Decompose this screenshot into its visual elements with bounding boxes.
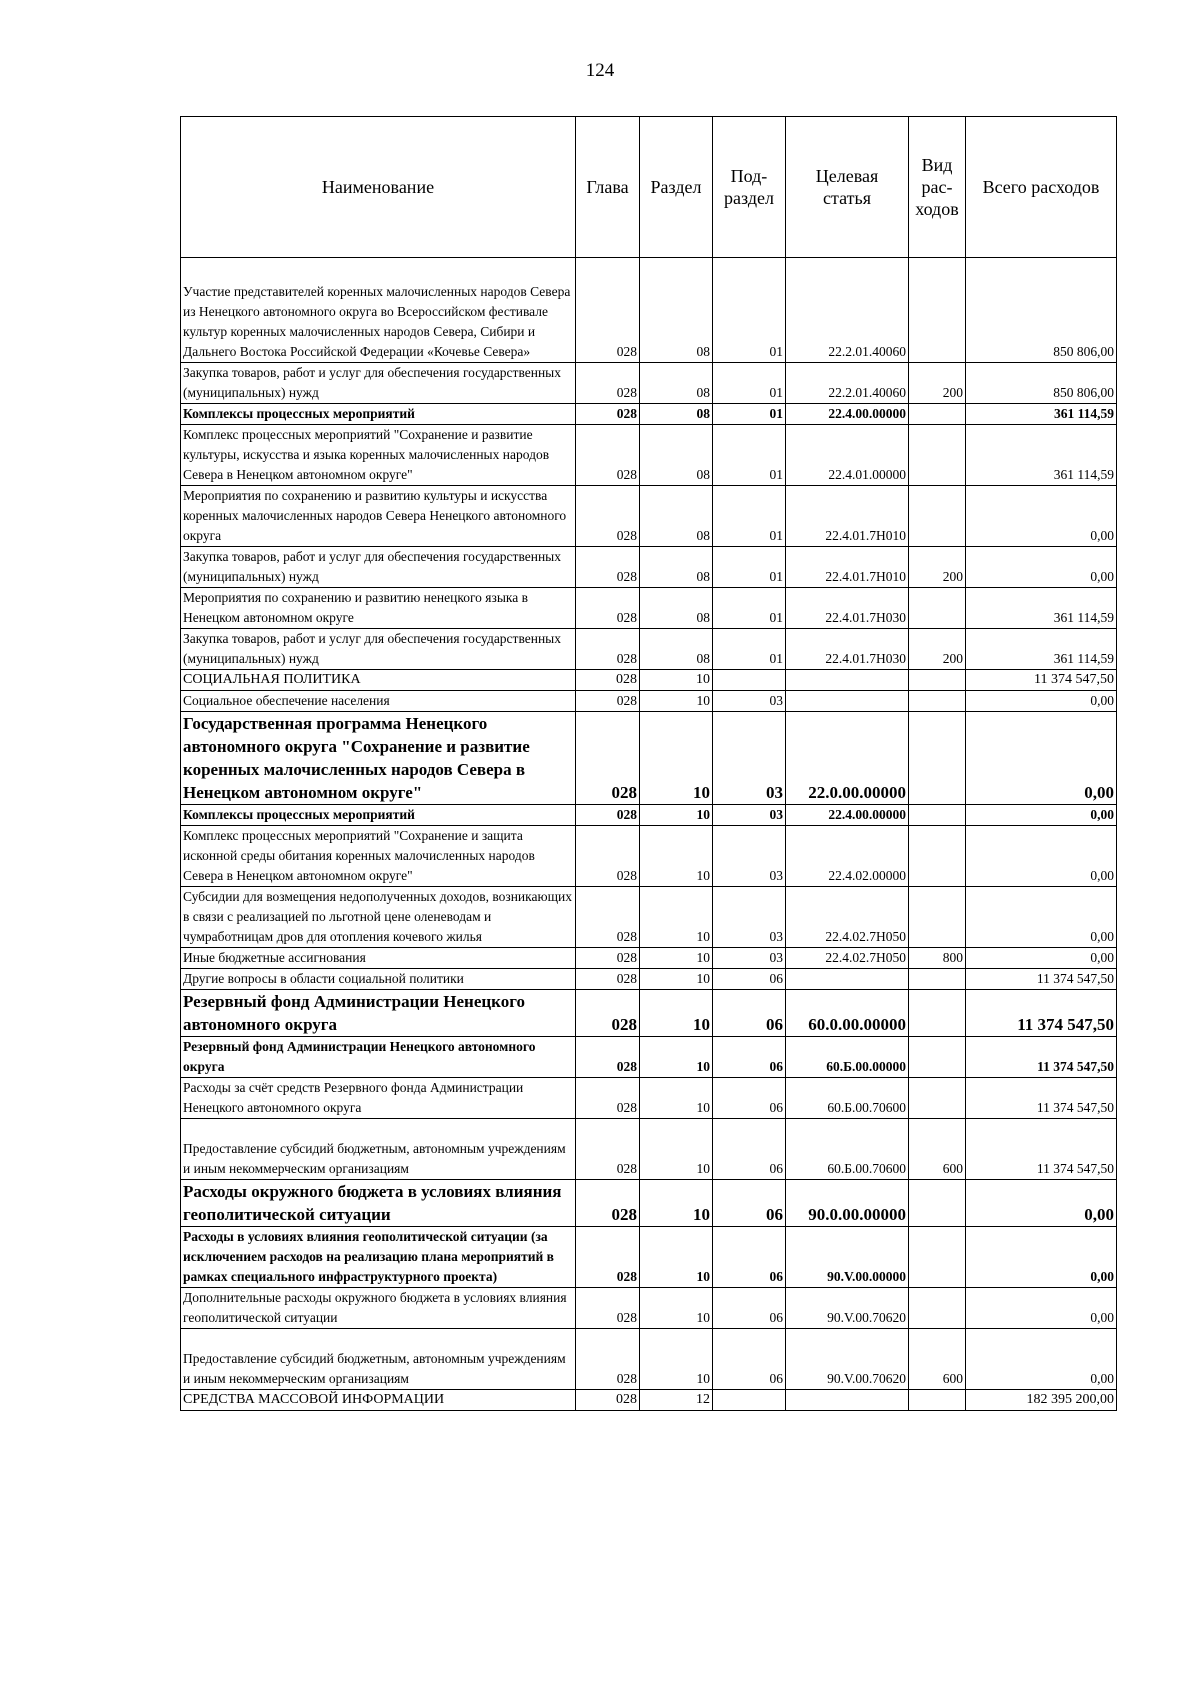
cell-razdel: 10 bbox=[640, 1180, 713, 1227]
cell-celevaya: 22.4.02.7Н050 bbox=[786, 887, 909, 948]
cell-vid: 600 bbox=[909, 1119, 966, 1180]
cell-razdel: 10 bbox=[640, 712, 713, 805]
cell-glava: 028 bbox=[576, 1180, 640, 1227]
cell-glava: 028 bbox=[576, 1329, 640, 1390]
table-row bbox=[181, 1329, 1117, 1390]
cell-total: 361 114,59 bbox=[966, 404, 1117, 425]
cell-vid bbox=[909, 887, 966, 948]
cell-podrazdel: 03 bbox=[713, 691, 786, 712]
cell-celevaya: 22.4.00.00000 bbox=[786, 805, 909, 826]
cell-razdel: 10 bbox=[640, 691, 713, 712]
cell-celevaya: 22.4.01.7Н010 bbox=[786, 547, 909, 588]
table-row bbox=[181, 826, 1117, 887]
cell-total: 11 374 547,50 bbox=[966, 969, 1117, 990]
header-glava: Глава bbox=[576, 117, 640, 258]
cell-glava: 028 bbox=[576, 712, 640, 805]
cell-glava: 028 bbox=[576, 670, 640, 691]
cell-vid bbox=[909, 826, 966, 887]
cell-total: 0,00 bbox=[966, 486, 1117, 547]
cell-podrazdel: 03 bbox=[713, 948, 786, 969]
cell-vid bbox=[909, 712, 966, 805]
cell-celevaya: 22.4.02.00000 bbox=[786, 826, 909, 887]
cell-name: Резервный фонд Администрации Ненецкого автономного округа bbox=[181, 1037, 576, 1078]
cell-podrazdel: 06 bbox=[713, 1119, 786, 1180]
cell-glava: 028 bbox=[576, 1078, 640, 1119]
cell-razdel: 10 bbox=[640, 1288, 713, 1329]
cell-podrazdel: 06 bbox=[713, 1180, 786, 1227]
cell-razdel: 08 bbox=[640, 404, 713, 425]
cell-razdel: 10 bbox=[640, 1329, 713, 1390]
cell-razdel: 10 bbox=[640, 887, 713, 948]
cell-total: 0,00 bbox=[966, 826, 1117, 887]
cell-glava: 028 bbox=[576, 691, 640, 712]
cell-celevaya: 60.0.00.00000 bbox=[786, 990, 909, 1037]
table-row bbox=[181, 670, 1117, 691]
cell-vid bbox=[909, 1037, 966, 1078]
cell-podrazdel: 01 bbox=[713, 363, 786, 404]
cell-glava: 028 bbox=[576, 425, 640, 486]
cell-celevaya: 22.2.01.40060 bbox=[786, 258, 909, 363]
cell-name: Мероприятия по сохранению и развитию ненецкого языка в Ненецком автономном округе bbox=[181, 588, 576, 629]
cell-name: СРЕДСТВА МАССОВОЙ ИНФОРМАЦИИ bbox=[181, 1390, 576, 1411]
cell-glava: 028 bbox=[576, 969, 640, 990]
cell-vid bbox=[909, 969, 966, 990]
table-row bbox=[181, 1390, 1117, 1411]
cell-podrazdel: 03 bbox=[713, 805, 786, 826]
cell-glava: 028 bbox=[576, 486, 640, 547]
cell-total: 0,00 bbox=[966, 1180, 1117, 1227]
cell-glava: 028 bbox=[576, 1390, 640, 1411]
cell-vid bbox=[909, 1180, 966, 1227]
cell-glava: 028 bbox=[576, 547, 640, 588]
cell-razdel: 10 bbox=[640, 990, 713, 1037]
cell-vid bbox=[909, 1078, 966, 1119]
cell-glava: 028 bbox=[576, 805, 640, 826]
cell-podrazdel: 06 bbox=[713, 990, 786, 1037]
table-row bbox=[181, 629, 1117, 670]
cell-podrazdel: 06 bbox=[713, 1329, 786, 1390]
cell-total: 361 114,59 bbox=[966, 629, 1117, 670]
cell-celevaya bbox=[786, 1390, 909, 1411]
cell-podrazdel: 06 bbox=[713, 1227, 786, 1288]
table-header-row bbox=[181, 117, 1117, 258]
cell-celevaya: 22.4.01.00000 bbox=[786, 425, 909, 486]
cell-razdel: 10 bbox=[640, 969, 713, 990]
cell-name: Иные бюджетные ассигнования bbox=[181, 948, 576, 969]
cell-razdel: 08 bbox=[640, 486, 713, 547]
cell-celevaya: 22.2.01.40060 bbox=[786, 363, 909, 404]
table-row bbox=[181, 588, 1117, 629]
table-row bbox=[181, 691, 1117, 712]
cell-total: 0,00 bbox=[966, 1288, 1117, 1329]
cell-podrazdel: 01 bbox=[713, 425, 786, 486]
cell-name: Расходы за счёт средств Резервного фонда Администрации Ненецкого автономного округа bbox=[181, 1078, 576, 1119]
table-row bbox=[181, 258, 1117, 363]
cell-vid: 600 bbox=[909, 1329, 966, 1390]
cell-celevaya: 22.4.01.7Н030 bbox=[786, 588, 909, 629]
cell-podrazdel: 01 bbox=[713, 258, 786, 363]
cell-total: 850 806,00 bbox=[966, 363, 1117, 404]
cell-total: 361 114,59 bbox=[966, 425, 1117, 486]
table-row bbox=[181, 1037, 1117, 1078]
table-row bbox=[181, 363, 1117, 404]
header-razdel: Раздел bbox=[640, 117, 713, 258]
cell-glava: 028 bbox=[576, 1119, 640, 1180]
cell-vid bbox=[909, 1227, 966, 1288]
cell-total: 11 374 547,50 bbox=[966, 670, 1117, 691]
cell-razdel: 10 bbox=[640, 1037, 713, 1078]
cell-celevaya bbox=[786, 670, 909, 691]
header-podrazdel: Под- раздел bbox=[713, 117, 786, 258]
cell-podrazdel: 01 bbox=[713, 486, 786, 547]
cell-podrazdel: 06 bbox=[713, 1288, 786, 1329]
cell-glava: 028 bbox=[576, 258, 640, 363]
cell-total: 0,00 bbox=[966, 805, 1117, 826]
page-number: 124 bbox=[585, 60, 615, 81]
cell-name: Мероприятия по сохранению и развитию культуры и искусства коренных малочисленных народов Севера Ненецкого автономного округа bbox=[181, 486, 576, 547]
cell-total: 11 374 547,50 bbox=[966, 1037, 1117, 1078]
table-row bbox=[181, 1288, 1117, 1329]
cell-podrazdel: 06 bbox=[713, 1078, 786, 1119]
table-row bbox=[181, 404, 1117, 425]
cell-name: Комплексы процессных мероприятий bbox=[181, 404, 576, 425]
cell-vid bbox=[909, 990, 966, 1037]
cell-glava: 028 bbox=[576, 404, 640, 425]
cell-podrazdel: 01 bbox=[713, 588, 786, 629]
cell-name: Субсидии для возмещения недополученных доходов, возникающих в связи с реализацией по льготной цене оленеводам и чумработницам дров для отопления кочевого жилья bbox=[181, 887, 576, 948]
cell-celevaya: 90.V.00.70620 bbox=[786, 1288, 909, 1329]
cell-vid bbox=[909, 404, 966, 425]
cell-celevaya bbox=[786, 691, 909, 712]
cell-name: СОЦИАЛЬНАЯ ПОЛИТИКА bbox=[181, 670, 576, 691]
cell-celevaya: 60.Б.00.70600 bbox=[786, 1119, 909, 1180]
table-row bbox=[181, 805, 1117, 826]
table-row bbox=[181, 486, 1117, 547]
table-row bbox=[181, 990, 1117, 1037]
cell-glava: 028 bbox=[576, 1037, 640, 1078]
cell-celevaya: 22.4.00.00000 bbox=[786, 404, 909, 425]
cell-name: Закупка товаров, работ и услуг для обеспечения государственных (муниципальных) нужд bbox=[181, 629, 576, 670]
cell-name: Комплексы процессных мероприятий bbox=[181, 805, 576, 826]
cell-celevaya: 22.0.00.00000 bbox=[786, 712, 909, 805]
header-name: Наименование bbox=[181, 117, 576, 258]
cell-glava: 028 bbox=[576, 990, 640, 1037]
cell-total: 11 374 547,50 bbox=[966, 1119, 1117, 1180]
cell-razdel: 10 bbox=[640, 826, 713, 887]
cell-glava: 028 bbox=[576, 1288, 640, 1329]
cell-razdel: 10 bbox=[640, 805, 713, 826]
cell-name: Резервный фонд Администрации Ненецкого автономного округа bbox=[181, 990, 576, 1037]
cell-vid bbox=[909, 1390, 966, 1411]
cell-name: Комплекс процессных мероприятий "Сохранение и развитие культуры, искусства и языка коренных малочисленных народов Севера в Ненецком автономном округе" bbox=[181, 425, 576, 486]
cell-total: 850 806,00 bbox=[966, 258, 1117, 363]
cell-name: Комплекс процессных мероприятий "Сохранение и защита исконной среды обитания коренных малочисленных народов Севера в Ненецком автономном округе" bbox=[181, 826, 576, 887]
table-row bbox=[181, 948, 1117, 969]
cell-celevaya: 60.Б.00.70600 bbox=[786, 1078, 909, 1119]
cell-razdel: 08 bbox=[640, 425, 713, 486]
cell-glava: 028 bbox=[576, 887, 640, 948]
cell-celevaya: 22.4.02.7Н050 bbox=[786, 948, 909, 969]
cell-name: Социальное обеспечение населения bbox=[181, 691, 576, 712]
cell-podrazdel: 01 bbox=[713, 547, 786, 588]
header-total: Всего расходов bbox=[966, 117, 1117, 258]
cell-glava: 028 bbox=[576, 363, 640, 404]
table-row bbox=[181, 969, 1117, 990]
cell-total: 0,00 bbox=[966, 948, 1117, 969]
cell-podrazdel bbox=[713, 670, 786, 691]
cell-podrazdel: 06 bbox=[713, 1037, 786, 1078]
cell-razdel: 10 bbox=[640, 948, 713, 969]
cell-celevaya: 90.V.00.70620 bbox=[786, 1329, 909, 1390]
cell-total: 0,00 bbox=[966, 1227, 1117, 1288]
table-row bbox=[181, 547, 1117, 588]
budget-table bbox=[180, 116, 1117, 1411]
cell-podrazdel: 03 bbox=[713, 887, 786, 948]
cell-celevaya: 22.4.01.7Н030 bbox=[786, 629, 909, 670]
table-row bbox=[181, 712, 1117, 805]
cell-podrazdel: 01 bbox=[713, 629, 786, 670]
cell-celevaya: 90.V.00.00000 bbox=[786, 1227, 909, 1288]
cell-vid bbox=[909, 588, 966, 629]
header-vid: Вид рас- ходов bbox=[909, 117, 966, 258]
cell-vid bbox=[909, 425, 966, 486]
cell-total: 11 374 547,50 bbox=[966, 990, 1117, 1037]
cell-razdel: 10 bbox=[640, 670, 713, 691]
cell-vid: 800 bbox=[909, 948, 966, 969]
cell-podrazdel: 01 bbox=[713, 404, 786, 425]
cell-celevaya bbox=[786, 969, 909, 990]
cell-vid: 200 bbox=[909, 363, 966, 404]
cell-podrazdel: 03 bbox=[713, 712, 786, 805]
cell-podrazdel: 06 bbox=[713, 969, 786, 990]
cell-razdel: 08 bbox=[640, 547, 713, 588]
cell-razdel: 08 bbox=[640, 588, 713, 629]
cell-name: Закупка товаров, работ и услуг для обеспечения государственных (муниципальных) нужд bbox=[181, 547, 576, 588]
cell-name: Закупка товаров, работ и услуг для обеспечения государственных (муниципальных) нужд bbox=[181, 363, 576, 404]
table-row bbox=[181, 1119, 1117, 1180]
cell-total: 0,00 bbox=[966, 887, 1117, 948]
cell-celevaya: 60.Б.00.00000 bbox=[786, 1037, 909, 1078]
cell-razdel: 08 bbox=[640, 258, 713, 363]
cell-total: 0,00 bbox=[966, 547, 1117, 588]
cell-vid bbox=[909, 670, 966, 691]
cell-razdel: 12 bbox=[640, 1390, 713, 1411]
table-row bbox=[181, 887, 1117, 948]
cell-celevaya: 22.4.01.7Н010 bbox=[786, 486, 909, 547]
cell-vid bbox=[909, 486, 966, 547]
cell-name: Предоставление субсидий бюджетным, автономным учреждениям и иным некоммерческим организациям bbox=[181, 1329, 576, 1390]
cell-vid: 200 bbox=[909, 629, 966, 670]
table-row bbox=[181, 1180, 1117, 1227]
cell-name: Расходы окружного бюджета в условиях влияния геополитической ситуации bbox=[181, 1180, 576, 1227]
cell-total: 0,00 bbox=[966, 1329, 1117, 1390]
header-celevaya: Целевая статья bbox=[786, 117, 909, 258]
cell-name: Другие вопросы в области социальной политики bbox=[181, 969, 576, 990]
cell-glava: 028 bbox=[576, 588, 640, 629]
cell-total: 0,00 bbox=[966, 691, 1117, 712]
table-row bbox=[181, 1078, 1117, 1119]
cell-celevaya: 90.0.00.00000 bbox=[786, 1180, 909, 1227]
cell-total: 11 374 547,50 bbox=[966, 1078, 1117, 1119]
cell-total: 182 395 200,00 bbox=[966, 1390, 1117, 1411]
cell-vid bbox=[909, 258, 966, 363]
cell-podrazdel: 03 bbox=[713, 826, 786, 887]
cell-glava: 028 bbox=[576, 948, 640, 969]
cell-razdel: 10 bbox=[640, 1119, 713, 1180]
cell-razdel: 08 bbox=[640, 363, 713, 404]
cell-razdel: 10 bbox=[640, 1227, 713, 1288]
cell-vid bbox=[909, 691, 966, 712]
cell-podrazdel bbox=[713, 1390, 786, 1411]
cell-name: Государственная программа Ненецкого автономного округа "Сохранение и развитие коренных малочисленных народов Севера в Ненецком автономном округе" bbox=[181, 712, 576, 805]
cell-vid: 200 bbox=[909, 547, 966, 588]
cell-name: Расходы в условиях влияния геополитической ситуации (за исключением расходов на реализацию плана мероприятий в рамках специального инфраструктурного проекта) bbox=[181, 1227, 576, 1288]
cell-name: Дополнительные расходы окружного бюджета в условиях влияния геополитической ситуации bbox=[181, 1288, 576, 1329]
cell-vid bbox=[909, 1288, 966, 1329]
cell-glava: 028 bbox=[576, 1227, 640, 1288]
cell-name: Предоставление субсидий бюджетным, автономным учреждениям и иным некоммерческим организациям bbox=[181, 1119, 576, 1180]
table-row bbox=[181, 425, 1117, 486]
cell-total: 361 114,59 bbox=[966, 588, 1117, 629]
cell-name: Участие представителей коренных малочисленных народов Севера из Ненецкого автономного округа во Всероссийском фестивале культур коренных малочисленных народов Севера, Сибири и Дальнего Востока Российской Федерации «Кочевье Севера» bbox=[181, 258, 576, 363]
cell-razdel: 08 bbox=[640, 629, 713, 670]
cell-vid bbox=[909, 805, 966, 826]
cell-glava: 028 bbox=[576, 629, 640, 670]
table-row bbox=[181, 1227, 1117, 1288]
cell-razdel: 10 bbox=[640, 1078, 713, 1119]
cell-total: 0,00 bbox=[966, 712, 1117, 805]
cell-glava: 028 bbox=[576, 826, 640, 887]
